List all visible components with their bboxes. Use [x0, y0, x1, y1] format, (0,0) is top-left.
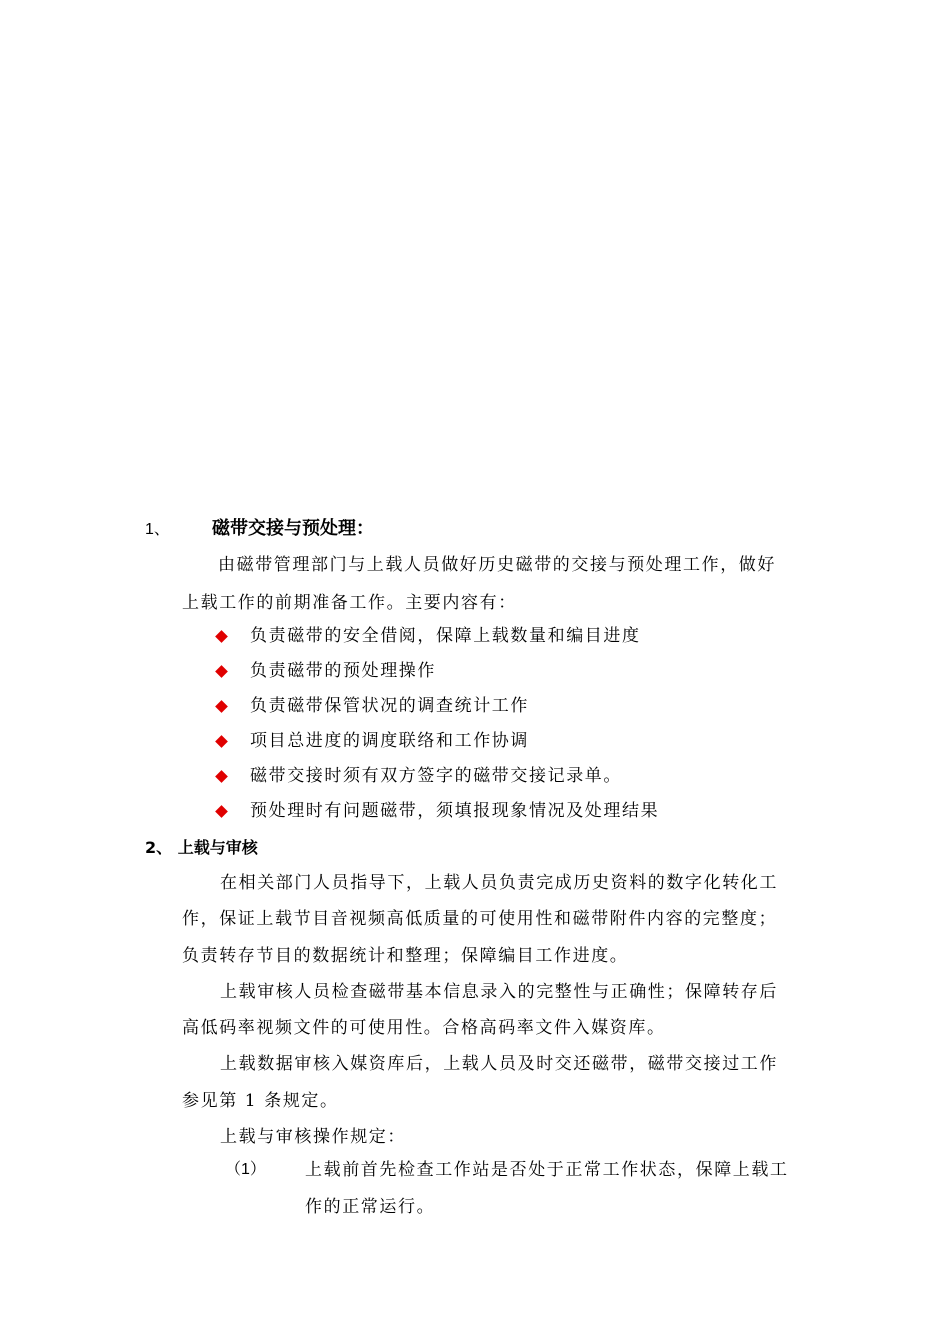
diamond-bullet-icon	[215, 735, 228, 748]
bullet-item: 负责磁带的安全借阅，保障上载数量和编目进度	[250, 626, 641, 646]
section-2-para-1-line-3: 负责转存节目的数据统计和整理；保障编目工作进度。	[182, 946, 629, 966]
section-1-number: 1、	[145, 521, 170, 538]
section-1-title: 磁带交接与预处理：	[212, 518, 374, 539]
section-2-para-2-line-2: 高低码率视频文件的可使用性。合格高码率文件入媒资库。	[182, 1018, 666, 1038]
diamond-bullet-icon	[215, 630, 228, 643]
diamond-bullet-icon	[215, 770, 228, 783]
item-1-line-2: 作的正常运行。	[305, 1197, 436, 1217]
diamond-bullet-icon	[215, 665, 228, 678]
section-2-para-1-line-2: 作，保证上载节目音视频高低质量的可使用性和磁带附件内容的完整度；	[182, 909, 778, 929]
section-1-intro-line-2: 上载工作的前期准备工作。主要内容有：	[182, 593, 517, 613]
section-2-para-2-line-1: 上载审核人员检查磁带基本信息录入的完整性与正确性；保障转存后	[220, 982, 778, 1002]
item-1-line-1: 上载前首先检查工作站是否处于正常工作状态，保障上载工	[305, 1160, 789, 1180]
section-1-intro-line-1: 由磁带管理部门与上载人员做好历史磁带的交接与预处理工作，做好	[218, 555, 776, 575]
section-2-para-1-line-1: 在相关部门人员指导下，上载人员负责完成历史资料的数字化转化工	[220, 873, 778, 893]
bullet-item: 负责磁带的预处理操作	[250, 661, 436, 681]
bullet-item: 负责磁带保管状况的调查统计工作	[250, 696, 529, 716]
bullet-item: 项目总进度的调度联络和工作协调	[250, 731, 529, 751]
section-2-para-4: 上载与审核操作规定：	[220, 1127, 406, 1147]
item-1-number: （1）	[225, 1161, 266, 1178]
diamond-bullet-icon	[215, 700, 228, 713]
diamond-bullet-icon	[215, 805, 228, 818]
bullet-item: 磁带交接时须有双方签字的磁带交接记录单。	[250, 766, 622, 786]
bullet-item: 预处理时有问题磁带，须填报现象情况及处理结果	[250, 801, 660, 821]
section-2-heading: 2、 上载与审核	[145, 838, 258, 857]
section-2-para-3-line-2: 参见第 1 条规定。	[182, 1091, 339, 1111]
section-2-para-3-line-1: 上载数据审核入媒资库后，上载人员及时交还磁带，磁带交接过工作	[220, 1054, 778, 1074]
